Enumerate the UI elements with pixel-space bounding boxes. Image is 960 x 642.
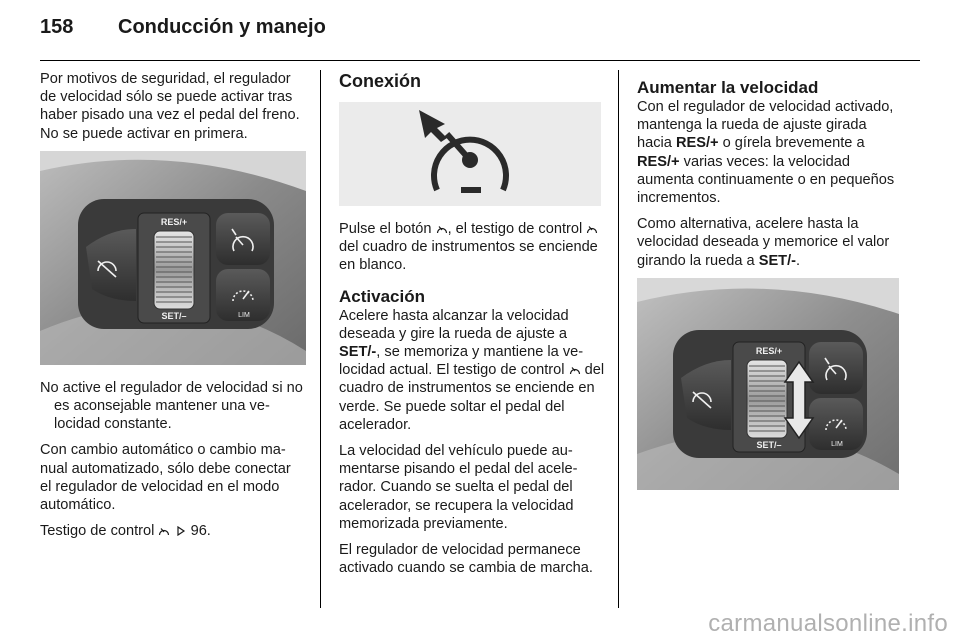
set-minus-text: SET/- bbox=[339, 344, 377, 361]
warning-paragraph: No active el regulador de velocidad si no es aconsejable mantener una velocidad constante. bbox=[40, 379, 303, 433]
set-minus-label: SET/– bbox=[756, 439, 782, 450]
header-rule bbox=[40, 60, 920, 61]
res-plus-label: RES/+ bbox=[755, 345, 783, 356]
cruise-control-indicator-icon bbox=[569, 365, 581, 375]
column-middle bbox=[339, 70, 605, 585]
column-right bbox=[637, 70, 903, 490]
activation-paragraph: Acelere hasta alcanzar la velocidad deseada y gire la rueda de ajuste a SET/-, se memoriza y mantiene la velocidad actual. El testigo de control del cuadro de instrumentos se enciende en verde. Se puede soltar el pedal del acelerador. bbox=[339, 307, 605, 433]
watermark: carmanualsonline.info bbox=[708, 610, 948, 637]
page-reference-arrow-icon bbox=[175, 526, 187, 536]
alternative-paragraph: Como alternativa, acelere hasta la velocidad deseada y memorice el valor girando la rueda a SET/-. bbox=[637, 216, 890, 269]
increase-speed-paragraph: Con el regulador de velocidad activado, mantenga la rueda de ajuste girada hacia RES/+ o gírela brevemente a RES/+ varias veces: la velocidad aumenta continuamente o en pequeños incrementos. bbox=[637, 99, 895, 207]
set-minus-label: SET/– bbox=[161, 310, 187, 321]
column-left bbox=[40, 70, 306, 548]
cruise-control-symbol-figure bbox=[339, 102, 601, 206]
connection-paragraph: Pulse el botón , el testigo de control del cuadro de instrumentos se enciende en blanco. bbox=[339, 221, 598, 274]
steering-wheel-adjust-figure bbox=[637, 278, 899, 490]
increase-speed-heading: Aumentar la velocidad bbox=[637, 78, 819, 97]
cruise-control-indicator-icon bbox=[586, 224, 598, 234]
gear-change-paragraph: El regulador de velocidad permanece activado cuando se cambia de marcha. bbox=[339, 542, 593, 577]
indicator-page: 96. bbox=[190, 523, 211, 540]
chapter-title: Conducción y manejo bbox=[118, 16, 326, 38]
connection-heading: Conexión bbox=[339, 71, 422, 91]
on-off-button bbox=[809, 342, 863, 394]
safety-paragraph: Por motivos de seguridad, el regulador de velocidad sólo se puede activar tras haber pisado una vez el pedal del freno. No se puede activar en primera. bbox=[40, 71, 300, 142]
column-divider bbox=[618, 70, 619, 608]
automatic-transmission-paragraph: Con cambio automático o cambio manual automatizado, sólo debe conectar el regulador de velocidad en el modo automático. bbox=[40, 442, 291, 514]
on-off-button bbox=[216, 213, 270, 265]
indicator-label: Testigo de control bbox=[40, 523, 155, 540]
res-plus-label: RES/+ bbox=[160, 216, 188, 227]
lim-label: LIM bbox=[238, 311, 250, 319]
steering-wheel-controls-figure bbox=[40, 151, 306, 365]
activation-heading: Activación bbox=[339, 286, 425, 306]
page-header bbox=[40, 16, 920, 60]
page-number: 158 bbox=[40, 16, 74, 38]
acceleration-paragraph: La velocidad del vehículo puede aumentarse pisando el pedal del acelerador. Cuando se suelta el pedal del acelerador, se recupera la velocidad memorizada previamente. bbox=[339, 443, 578, 532]
indicator-reference bbox=[40, 522, 306, 540]
cruise-control-indicator-icon bbox=[158, 526, 170, 536]
column-divider bbox=[320, 70, 321, 608]
lim-label: LIM bbox=[831, 440, 843, 448]
cruise-control-button-icon bbox=[436, 224, 448, 234]
